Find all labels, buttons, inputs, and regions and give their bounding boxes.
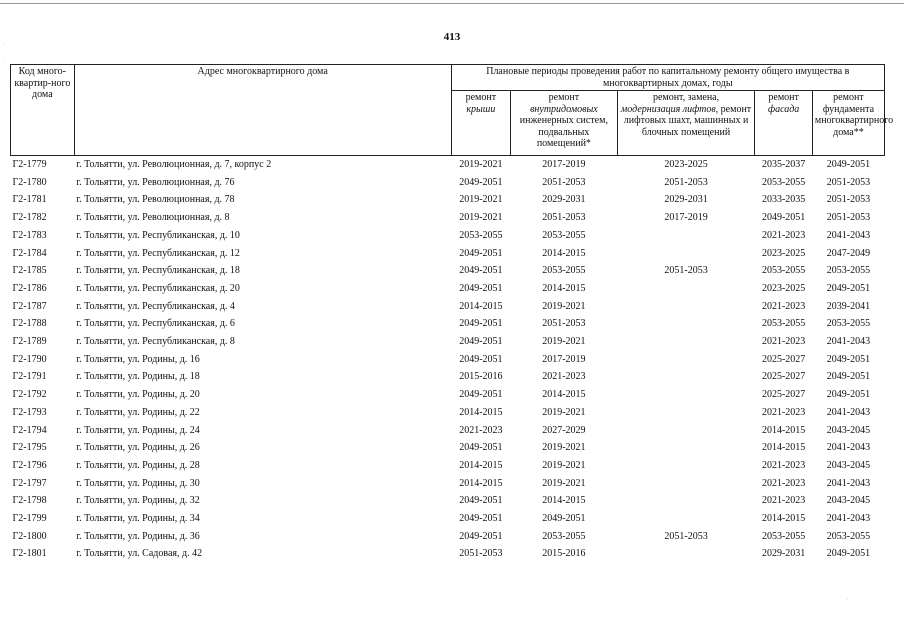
- table-row: [11, 298, 885, 316]
- header-roof-plain: ремонт: [465, 92, 497, 103]
- cell-foundation: 2039-2041: [826, 300, 871, 312]
- cell-facade: 2053-2055: [761, 530, 806, 542]
- cell-foundation: 2053-2055: [826, 318, 871, 330]
- header-systems-italic: внутридомовых: [530, 103, 598, 115]
- cell-lifts: [617, 298, 755, 316]
- header-roof: [451, 91, 511, 156]
- cell-code: Г2-1779: [12, 159, 47, 170]
- table-row: [11, 439, 885, 457]
- cell-facade: 2029-2031: [761, 548, 806, 560]
- cell-systems: 2014-2015: [542, 247, 586, 259]
- cell-systems: 2019-2021: [542, 336, 586, 348]
- cell-lifts: 2051-2053: [664, 530, 708, 542]
- cell-systems: 2053-2055: [542, 530, 586, 542]
- cell-facade: 2014-2015: [761, 513, 806, 525]
- cell-address: г. Тольятти, ул. Республиканская, д. 12: [76, 247, 240, 259]
- cell-roof: 2049-2051: [459, 176, 503, 188]
- cell-systems: 2017-2019: [542, 353, 586, 365]
- cell-systems: 2014-2015: [542, 389, 586, 401]
- cell-foundation: 2053-2055: [826, 530, 871, 542]
- table-row: [11, 404, 885, 422]
- cell-lifts: 2051-2053: [664, 176, 708, 188]
- scan-top-edge: [0, 3, 904, 4]
- cell-code: Г2-1794: [12, 424, 47, 436]
- cell-lifts: [617, 386, 755, 404]
- cell-systems: 2029-2031: [542, 194, 586, 206]
- cell-lifts: [617, 545, 755, 563]
- header-lifts-plain2: ремонт лифтовых шахт, машинных и блочных помещений: [623, 103, 752, 138]
- cell-roof: 2049-2051: [459, 495, 503, 507]
- cell-lifts: [617, 439, 755, 457]
- cell-code: Г2-1788: [12, 318, 47, 330]
- cell-address: г. Тольятти, ул. Родины, д. 30: [76, 477, 200, 489]
- cell-address: г. Тольятти, ул. Родины, д. 28: [76, 459, 200, 471]
- cell-foundation: 2049-2051: [826, 159, 871, 170]
- cell-code: Г2-1796: [12, 459, 47, 471]
- header-systems: [511, 91, 618, 156]
- header-lifts-italic: модернизация лифтов,: [620, 103, 719, 115]
- table-row: [11, 191, 885, 209]
- cell-systems: 2017-2019: [542, 159, 586, 170]
- cell-facade: 2025-2027: [761, 371, 806, 383]
- cell-lifts: [617, 510, 755, 528]
- cell-systems: 2014-2015: [542, 282, 586, 294]
- cell-roof: 2019-2021: [459, 194, 503, 206]
- cell-address: г. Тольятти, ул. Родины, д. 22: [76, 406, 200, 418]
- header-facade-italic: фасада: [767, 103, 800, 115]
- header-code: Код много-квартир-ного дома: [11, 65, 75, 156]
- cell-roof: 2049-2051: [459, 353, 503, 365]
- header-row-top: [11, 65, 885, 91]
- table-row: [11, 280, 885, 298]
- table-row: [11, 351, 885, 369]
- cell-lifts: 2023-2025: [664, 159, 708, 170]
- cell-roof: 2014-2015: [459, 406, 503, 418]
- cell-facade: 2035-2037: [761, 159, 806, 170]
- cell-address: г. Тольятти, ул. Революционная, д. 8: [76, 212, 230, 224]
- table-row: [11, 245, 885, 263]
- cell-lifts: [617, 351, 755, 369]
- cell-roof: 2014-2015: [459, 459, 503, 471]
- cell-roof: 2019-2021: [459, 212, 503, 224]
- cell-address: г. Тольятти, ул. Республиканская, д. 10: [76, 229, 240, 241]
- cell-roof: 2015-2016: [459, 371, 503, 383]
- cell-roof: 2049-2051: [459, 442, 503, 454]
- cell-systems: 2019-2021: [542, 442, 586, 454]
- cell-foundation: 2053-2055: [826, 265, 871, 277]
- cell-systems: 2021-2023: [542, 371, 586, 383]
- table-row: [11, 422, 885, 440]
- cell-roof: 2049-2051: [459, 513, 503, 525]
- cell-foundation: 2047-2049: [826, 247, 871, 259]
- cell-code: Г2-1789: [12, 336, 47, 348]
- cell-code: Г2-1797: [12, 477, 47, 489]
- cell-roof: 2014-2015: [459, 477, 503, 489]
- cell-code: Г2-1780: [12, 176, 47, 188]
- cell-facade: 2023-2025: [761, 247, 806, 259]
- cell-roof: 2049-2051: [459, 530, 503, 542]
- cell-lifts: 2017-2019: [664, 212, 708, 224]
- cell-lifts: [617, 315, 755, 333]
- page-number: 413: [443, 31, 461, 43]
- cell-foundation: 2043-2045: [826, 459, 871, 471]
- cell-foundation: 2049-2051: [826, 548, 871, 560]
- cell-code: Г2-1786: [12, 282, 47, 294]
- cell-code: Г2-1792: [12, 389, 47, 401]
- table-row: [11, 457, 885, 475]
- cell-facade: 2049-2051: [761, 212, 806, 224]
- cell-address: г. Тольятти, ул. Республиканская, д. 8: [76, 336, 235, 348]
- table-row: [11, 333, 885, 351]
- cell-address: г. Тольятти, ул. Родины, д. 20: [76, 389, 200, 401]
- cell-facade: 2021-2023: [761, 459, 806, 471]
- cell-address: г. Тольятти, ул. Республиканская, д. 6: [76, 318, 235, 330]
- cell-systems: 2015-2016: [542, 548, 586, 560]
- cell-lifts: [617, 492, 755, 510]
- cell-code: Г2-1798: [12, 495, 47, 507]
- cell-systems: 2014-2015: [542, 495, 586, 507]
- cell-lifts: [617, 422, 755, 440]
- table-row: [11, 227, 885, 245]
- cell-facade: 2014-2015: [761, 424, 806, 436]
- cell-code: Г2-1799: [12, 513, 47, 525]
- scan-speck: ·: [3, 55, 6, 63]
- cell-lifts: [617, 404, 755, 422]
- header-lifts-plain1: ремонт, замена,: [652, 92, 720, 103]
- table-body: [11, 156, 885, 564]
- table-row: [11, 209, 885, 227]
- cell-lifts: 2051-2053: [664, 265, 708, 277]
- cell-foundation: 2049-2051: [826, 353, 871, 365]
- cell-lifts: [617, 457, 755, 475]
- cell-address: г. Тольятти, ул. Революционная, д. 78: [76, 194, 235, 206]
- cell-roof: 2049-2051: [459, 389, 503, 401]
- cell-code: Г2-1800: [12, 530, 47, 542]
- header-periods-group: Плановые периоды проведения работ по капитальному ремонту общего имущества в многоквартирных домах, годы: [451, 65, 884, 91]
- table-row: [11, 510, 885, 528]
- cell-facade: 2021-2023: [761, 477, 806, 489]
- cell-code: Г2-1785: [12, 265, 47, 277]
- cell-foundation: 2041-2043: [826, 442, 871, 454]
- cell-lifts: [617, 245, 755, 263]
- cell-systems: 2051-2053: [542, 176, 586, 188]
- cell-foundation: 2041-2043: [826, 406, 871, 418]
- cell-facade: 2021-2023: [761, 300, 806, 312]
- cell-roof: 2019-2021: [459, 159, 503, 170]
- cell-code: Г2-1783: [12, 229, 47, 241]
- cell-systems: 2027-2029: [542, 424, 586, 436]
- table-row: [11, 475, 885, 493]
- cell-facade: 2023-2025: [761, 282, 806, 294]
- cell-address: г. Тольятти, ул. Родины, д. 26: [76, 442, 200, 454]
- cell-systems: 2019-2021: [542, 300, 586, 312]
- cell-lifts: [617, 368, 755, 386]
- cell-facade: 2053-2055: [761, 318, 806, 330]
- table-row: [11, 492, 885, 510]
- cell-facade: 2021-2023: [761, 336, 806, 348]
- header-systems-plain2: инженерных систем, подвальных помещений*: [519, 115, 608, 149]
- header-systems-plain1: ремонт: [548, 92, 580, 103]
- cell-facade: 2021-2023: [761, 406, 806, 418]
- scan-speck: ·: [846, 596, 849, 604]
- table-row: [11, 315, 885, 333]
- header-facade-plain: ремонт: [768, 92, 799, 103]
- cell-foundation: 2041-2043: [826, 336, 871, 348]
- table-row: [11, 545, 885, 563]
- cell-systems: 2053-2055: [542, 229, 586, 241]
- cell-code: Г2-1801: [12, 548, 47, 560]
- header-roof-italic: крыши: [466, 103, 496, 115]
- cell-address: г. Тольятти, ул. Революционная, д. 7, корпус 2: [76, 159, 272, 170]
- cell-systems: 2051-2053: [542, 318, 586, 330]
- cell-code: Г2-1782: [12, 212, 47, 224]
- cell-address: г. Тольятти, ул. Садовая, д. 42: [76, 548, 203, 560]
- header-lifts: [617, 91, 755, 156]
- cell-systems: 2049-2051: [542, 513, 586, 525]
- cell-foundation: 2041-2043: [826, 477, 871, 489]
- header-foundation: ремонт фундамента многоквартирного дома**: [812, 91, 884, 156]
- cell-facade: 2053-2055: [761, 176, 806, 188]
- cell-address: г. Тольятти, ул. Революционная, д. 76: [76, 176, 235, 188]
- cell-code: Г2-1790: [12, 353, 47, 365]
- cell-code: Г2-1793: [12, 406, 47, 418]
- table-row: [11, 156, 885, 174]
- cell-address: г. Тольятти, ул. Республиканская, д. 20: [76, 282, 240, 294]
- cell-roof: 2049-2051: [459, 265, 503, 277]
- header-address: Адрес многоквартирного дома: [74, 65, 451, 156]
- cell-roof: 2049-2051: [459, 247, 503, 259]
- cell-roof: 2049-2051: [459, 336, 503, 348]
- cell-address: г. Тольятти, ул. Родины, д. 16: [76, 353, 200, 365]
- table-row: [11, 174, 885, 192]
- cell-lifts: [617, 475, 755, 493]
- cell-roof: 2053-2055: [459, 229, 503, 241]
- cell-foundation: 2043-2045: [826, 495, 871, 507]
- cell-facade: 2025-2027: [761, 389, 806, 401]
- table-row: [11, 368, 885, 386]
- cell-foundation: 2049-2051: [826, 282, 871, 294]
- cell-foundation: 2049-2051: [826, 371, 871, 383]
- cell-lifts: 2029-2031: [664, 194, 708, 206]
- cell-lifts: [617, 227, 755, 245]
- cell-facade: 2014-2015: [761, 442, 806, 454]
- cell-systems: 2019-2021: [542, 477, 586, 489]
- table-row: [11, 528, 885, 546]
- cell-facade: 2033-2035: [761, 194, 806, 206]
- cell-systems: 2053-2055: [542, 265, 586, 277]
- cell-roof: 2049-2051: [459, 282, 503, 294]
- cell-roof: 2021-2023: [459, 424, 503, 436]
- cell-lifts: [617, 333, 755, 351]
- cell-roof: 2051-2053: [459, 548, 503, 560]
- cell-foundation: 2041-2043: [826, 513, 871, 525]
- cell-foundation: 2049-2051: [826, 389, 871, 401]
- cell-systems: 2019-2021: [542, 406, 586, 418]
- cell-foundation: 2051-2053: [826, 194, 871, 206]
- cell-lifts: [617, 280, 755, 298]
- cell-foundation: 2041-2043: [826, 229, 871, 241]
- cell-address: г. Тольятти, ул. Республиканская, д. 18: [76, 265, 240, 277]
- cell-code: Г2-1787: [12, 300, 47, 312]
- cell-roof: 2014-2015: [459, 300, 503, 312]
- cell-address: г. Тольятти, ул. Родины, д. 18: [76, 371, 200, 383]
- cell-roof: 2049-2051: [459, 318, 503, 330]
- cell-address: г. Тольятти, ул. Родины, д. 34: [76, 513, 200, 525]
- cell-foundation: 2051-2053: [826, 176, 871, 188]
- table-row: [11, 386, 885, 404]
- cell-systems: 2051-2053: [542, 212, 586, 224]
- scan-speck: ·: [3, 40, 6, 48]
- cell-address: г. Тольятти, ул. Родины, д. 36: [76, 530, 200, 542]
- cell-facade: 2021-2023: [761, 495, 806, 507]
- cell-code: Г2-1781: [12, 194, 47, 206]
- cell-code: Г2-1791: [12, 371, 47, 383]
- cell-address: г. Тольятти, ул. Родины, д. 32: [76, 495, 200, 507]
- repair-schedule-table: [10, 64, 894, 563]
- cell-address: г. Тольятти, ул. Республиканская, д. 4: [76, 300, 235, 312]
- cell-code: Г2-1795: [12, 442, 47, 454]
- cell-foundation: 2051-2053: [826, 212, 871, 224]
- cell-foundation: 2043-2045: [826, 424, 871, 436]
- cell-systems: 2019-2021: [542, 459, 586, 471]
- cell-address: г. Тольятти, ул. Родины, д. 24: [76, 424, 200, 436]
- cell-code: Г2-1784: [12, 247, 47, 259]
- table-row: [11, 262, 885, 280]
- cell-facade: 2025-2027: [761, 353, 806, 365]
- cell-facade: 2053-2055: [761, 265, 806, 277]
- header-facade: [755, 91, 812, 156]
- cell-facade: 2021-2023: [761, 229, 806, 241]
